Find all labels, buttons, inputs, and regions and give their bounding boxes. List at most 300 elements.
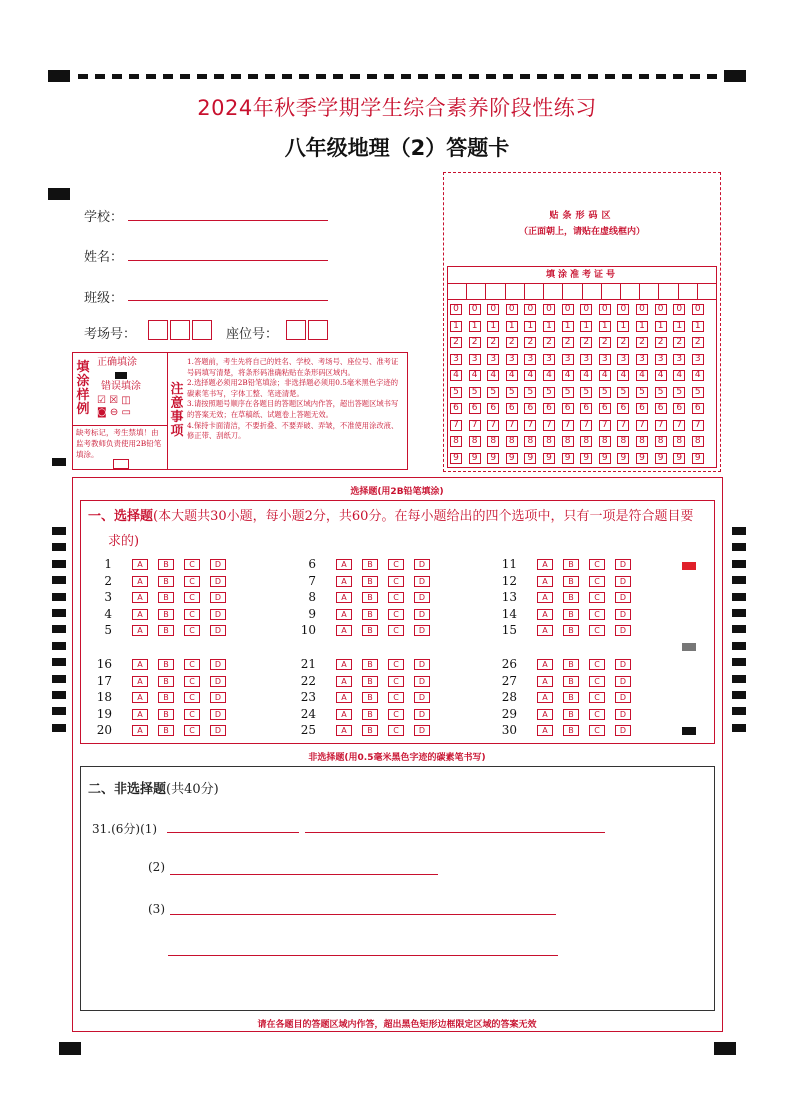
- option-d-bubble[interactable]: D: [210, 625, 226, 636]
- absent-mark-box[interactable]: [113, 459, 129, 469]
- option-d-bubble[interactable]: D: [615, 609, 631, 620]
- id-digit-bubble[interactable]: 0: [599, 304, 611, 315]
- option-b-bubble[interactable]: B: [563, 625, 579, 636]
- id-digit-bubble[interactable]: 4: [580, 370, 592, 381]
- id-digit-bubble[interactable]: 2: [617, 337, 629, 348]
- id-digit-bubble[interactable]: 9: [562, 453, 574, 464]
- id-digit-bubble[interactable]: 4: [562, 370, 574, 381]
- name-input[interactable]: [128, 260, 328, 261]
- id-digit-bubble[interactable]: 9: [524, 453, 536, 464]
- option-a-bubble[interactable]: A: [537, 559, 553, 570]
- option-b-bubble[interactable]: B: [563, 609, 579, 620]
- id-digit-bubble[interactable]: 8: [580, 436, 592, 447]
- id-write-cell[interactable]: [525, 283, 544, 299]
- id-digit-bubble[interactable]: 1: [524, 321, 536, 332]
- id-digit-bubble[interactable]: 3: [487, 354, 499, 365]
- option-c-bubble[interactable]: C: [589, 609, 605, 620]
- option-c-bubble[interactable]: C: [589, 676, 605, 687]
- option-a-bubble[interactable]: A: [336, 625, 352, 636]
- id-digit-bubble[interactable]: 6: [580, 403, 592, 414]
- id-digit-bubble[interactable]: 1: [580, 321, 592, 332]
- id-digit-bubble[interactable]: 9: [636, 453, 648, 464]
- id-digit-bubble[interactable]: 2: [562, 337, 574, 348]
- id-digit-bubble[interactable]: 5: [487, 387, 499, 398]
- option-c-bubble[interactable]: C: [388, 692, 404, 703]
- id-digit-bubble[interactable]: 5: [673, 387, 685, 398]
- id-digit-bubble[interactable]: 2: [543, 337, 555, 348]
- option-a-bubble[interactable]: A: [336, 709, 352, 720]
- option-b-bubble[interactable]: B: [362, 576, 378, 587]
- id-digit-bubble[interactable]: 9: [469, 453, 481, 464]
- id-write-cell[interactable]: [659, 283, 678, 299]
- id-digit-bubble[interactable]: 2: [469, 337, 481, 348]
- id-digit-bubble[interactable]: 2: [655, 337, 667, 348]
- id-digit-bubble[interactable]: 4: [450, 370, 462, 381]
- id-digit-bubble[interactable]: 3: [673, 354, 685, 365]
- id-digit-bubble[interactable]: 0: [450, 304, 462, 315]
- id-digit-bubble[interactable]: 3: [617, 354, 629, 365]
- id-digit-bubble[interactable]: 6: [655, 403, 667, 414]
- option-c-bubble[interactable]: C: [388, 576, 404, 587]
- id-digit-bubble[interactable]: 9: [450, 453, 462, 464]
- option-a-bubble[interactable]: A: [132, 659, 148, 670]
- option-c-bubble[interactable]: C: [184, 592, 200, 603]
- option-a-bubble[interactable]: A: [132, 592, 148, 603]
- id-write-cell[interactable]: [679, 283, 698, 299]
- id-digit-bubble[interactable]: 4: [469, 370, 481, 381]
- id-write-cell[interactable]: [448, 283, 467, 299]
- option-b-bubble[interactable]: B: [362, 709, 378, 720]
- option-a-bubble[interactable]: A: [132, 725, 148, 736]
- option-a-bubble[interactable]: A: [132, 609, 148, 620]
- side-mark-right: [732, 675, 746, 683]
- option-d-bubble[interactable]: D: [210, 592, 226, 603]
- option-d-bubble[interactable]: D: [615, 659, 631, 670]
- option-c-bubble[interactable]: C: [589, 659, 605, 670]
- answer-line[interactable]: [170, 914, 556, 915]
- option-d-bubble[interactable]: D: [414, 576, 430, 587]
- option-a-bubble[interactable]: A: [132, 676, 148, 687]
- side-mark-left: [52, 609, 66, 617]
- id-digit-bubble[interactable]: 4: [617, 370, 629, 381]
- id-digit-bubble[interactable]: 8: [655, 436, 667, 447]
- id-digit-bubble[interactable]: 3: [450, 354, 462, 365]
- option-d-bubble[interactable]: D: [414, 725, 430, 736]
- option-a-bubble[interactable]: A: [336, 725, 352, 736]
- option-d-bubble[interactable]: D: [615, 709, 631, 720]
- id-digit-bubble[interactable]: 9: [655, 453, 667, 464]
- id-digit-bubble[interactable]: 4: [599, 370, 611, 381]
- option-d-bubble[interactable]: D: [615, 625, 631, 636]
- option-d-bubble[interactable]: D: [615, 559, 631, 570]
- id-digit-bubble[interactable]: 5: [469, 387, 481, 398]
- id-digit-bubble[interactable]: 5: [655, 387, 667, 398]
- id-digit-bubble[interactable]: 2: [692, 337, 704, 348]
- id-digit-bubble[interactable]: 7: [636, 420, 648, 431]
- option-b-bubble[interactable]: B: [362, 625, 378, 636]
- option-d-bubble[interactable]: D: [414, 609, 430, 620]
- option-c-bubble[interactable]: C: [388, 609, 404, 620]
- id-digit-bubble[interactable]: 1: [617, 321, 629, 332]
- option-d-bubble[interactable]: D: [210, 559, 226, 570]
- option-b-bubble[interactable]: B: [158, 609, 174, 620]
- option-c-bubble[interactable]: C: [388, 625, 404, 636]
- id-digit-bubble[interactable]: 7: [524, 420, 536, 431]
- option-c-bubble[interactable]: C: [184, 625, 200, 636]
- side-mark-left: [52, 576, 66, 584]
- id-digit-bubble[interactable]: 0: [580, 304, 592, 315]
- id-digit-bubble[interactable]: 9: [580, 453, 592, 464]
- id-digit-bubble[interactable]: 0: [524, 304, 536, 315]
- id-digit-bubble[interactable]: 7: [469, 420, 481, 431]
- option-c-bubble[interactable]: C: [589, 625, 605, 636]
- id-digit-bubble[interactable]: 3: [469, 354, 481, 365]
- option-b-bubble[interactable]: B: [158, 576, 174, 587]
- id-digit-bubble[interactable]: 6: [673, 403, 685, 414]
- option-a-bubble[interactable]: A: [537, 592, 553, 603]
- id-digit-bubble[interactable]: 5: [692, 387, 704, 398]
- option-b-bubble[interactable]: B: [362, 559, 378, 570]
- id-digit-bubble[interactable]: 2: [450, 337, 462, 348]
- id-digit-bubble[interactable]: 1: [655, 321, 667, 332]
- option-c-bubble[interactable]: C: [589, 576, 605, 587]
- option-b-bubble[interactable]: B: [158, 692, 174, 703]
- wrong-fill-marks: ☑ ☒ ◫ ◙ ⊖ ▭: [97, 395, 131, 418]
- id-digit-bubble[interactable]: 9: [506, 453, 518, 464]
- id-digit-bubble[interactable]: 7: [562, 420, 574, 431]
- id-digit-bubble[interactable]: 7: [543, 420, 555, 431]
- id-digit-bubble[interactable]: 0: [543, 304, 555, 315]
- option-a-bubble[interactable]: A: [537, 576, 553, 587]
- id-digit-bubble[interactable]: 1: [562, 321, 574, 332]
- option-c-bubble[interactable]: C: [388, 559, 404, 570]
- id-digit-bubble[interactable]: 8: [617, 436, 629, 447]
- option-a-bubble[interactable]: A: [537, 692, 553, 703]
- id-write-cells[interactable]: [448, 283, 716, 300]
- option-d-bubble[interactable]: D: [414, 676, 430, 687]
- id-digit-bubble[interactable]: 2: [599, 337, 611, 348]
- notice-item: 3.请按照题号顺序在各题目的答题区域内作答，超出答题区域书写的答案无效；在草稿纸、试题卷上答题无效。: [187, 399, 399, 419]
- id-digit-bubble[interactable]: 0: [692, 304, 704, 315]
- id-write-cell[interactable]: [544, 283, 563, 299]
- id-write-cell[interactable]: [506, 283, 525, 299]
- id-digit-bubble[interactable]: 7: [599, 420, 611, 431]
- id-digit-bubble[interactable]: 6: [617, 403, 629, 414]
- option-c-bubble[interactable]: C: [184, 609, 200, 620]
- id-digit-bubble[interactable]: 3: [524, 354, 536, 365]
- id-digit-bubble[interactable]: 0: [617, 304, 629, 315]
- option-b-bubble[interactable]: B: [563, 659, 579, 670]
- option-b-bubble[interactable]: B: [563, 709, 579, 720]
- id-digit-bubble[interactable]: 7: [692, 420, 704, 431]
- option-d-bubble[interactable]: D: [615, 592, 631, 603]
- option-c-bubble[interactable]: C: [388, 592, 404, 603]
- id-digit-bubble[interactable]: 1: [506, 321, 518, 332]
- id-digit-bubble[interactable]: 4: [655, 370, 667, 381]
- option-a-bubble[interactable]: A: [537, 609, 553, 620]
- id-digit-bubble[interactable]: 8: [506, 436, 518, 447]
- id-digit-bubble[interactable]: 0: [506, 304, 518, 315]
- id-digit-bubble[interactable]: 9: [599, 453, 611, 464]
- option-d-bubble[interactable]: D: [414, 592, 430, 603]
- school-input[interactable]: [128, 220, 328, 221]
- option-d-bubble[interactable]: D: [414, 559, 430, 570]
- option-b-bubble[interactable]: B: [158, 725, 174, 736]
- option-b-bubble[interactable]: B: [158, 625, 174, 636]
- id-digit-bubble[interactable]: 6: [450, 403, 462, 414]
- id-digit-bubble[interactable]: 6: [692, 403, 704, 414]
- option-c-bubble[interactable]: C: [388, 659, 404, 670]
- id-digit-bubble[interactable]: 5: [562, 387, 574, 398]
- id-digit-bubble[interactable]: 7: [580, 420, 592, 431]
- option-b-bubble[interactable]: B: [158, 592, 174, 603]
- id-digit-bubble[interactable]: 8: [524, 436, 536, 447]
- id-digit-bubble[interactable]: 2: [487, 337, 499, 348]
- id-digit-bubble[interactable]: 0: [487, 304, 499, 315]
- id-digit-bubble[interactable]: 2: [506, 337, 518, 348]
- option-c-bubble[interactable]: C: [589, 592, 605, 603]
- option-a-bubble[interactable]: A: [132, 625, 148, 636]
- id-digit-bubble[interactable]: 8: [487, 436, 499, 447]
- option-b-bubble[interactable]: B: [563, 676, 579, 687]
- id-digit-bubble[interactable]: 4: [636, 370, 648, 381]
- option-c-bubble[interactable]: C: [388, 709, 404, 720]
- id-digit-bubble[interactable]: 1: [487, 321, 499, 332]
- id-digit-bubble[interactable]: 3: [506, 354, 518, 365]
- option-d-bubble[interactable]: D: [210, 725, 226, 736]
- answer-line[interactable]: [305, 832, 605, 833]
- id-digit-bubble[interactable]: 3: [599, 354, 611, 365]
- id-digit-bubble[interactable]: 4: [673, 370, 685, 381]
- option-b-bubble[interactable]: B: [362, 676, 378, 687]
- id-digit-bubble[interactable]: 2: [636, 337, 648, 348]
- seat-box[interactable]: [286, 320, 306, 340]
- option-d-bubble[interactable]: D: [210, 692, 226, 703]
- id-digit-bubble[interactable]: 4: [524, 370, 536, 381]
- id-digit-bubble[interactable]: 3: [655, 354, 667, 365]
- option-d-bubble[interactable]: D: [210, 576, 226, 587]
- option-c-bubble[interactable]: C: [589, 709, 605, 720]
- id-digit-bubble[interactable]: 3: [562, 354, 574, 365]
- option-d-bubble[interactable]: D: [615, 676, 631, 687]
- id-digit-bubble[interactable]: 6: [543, 403, 555, 414]
- id-digit-bubble[interactable]: 5: [599, 387, 611, 398]
- id-write-cell[interactable]: [640, 283, 659, 299]
- id-digit-bubble[interactable]: 9: [692, 453, 704, 464]
- class-input[interactable]: [128, 300, 328, 301]
- id-write-cell[interactable]: [698, 283, 716, 299]
- exam-room-box[interactable]: [170, 320, 190, 340]
- option-d-bubble[interactable]: D: [615, 576, 631, 587]
- id-digit-bubble[interactable]: 3: [543, 354, 555, 365]
- id-digit-bubble[interactable]: 9: [673, 453, 685, 464]
- side-mark-left: [52, 543, 66, 551]
- id-digit-bubble[interactable]: 6: [506, 403, 518, 414]
- id-digit-bubble[interactable]: 0: [655, 304, 667, 315]
- id-write-cell[interactable]: [563, 283, 582, 299]
- id-digit-bubble[interactable]: 3: [692, 354, 704, 365]
- option-c-bubble[interactable]: C: [589, 559, 605, 570]
- option-b-bubble[interactable]: B: [563, 592, 579, 603]
- id-digit-bubble[interactable]: 5: [636, 387, 648, 398]
- id-digit-bubble[interactable]: 5: [580, 387, 592, 398]
- id-write-cell[interactable]: [467, 283, 486, 299]
- question-number: 22: [300, 673, 316, 688]
- option-c-bubble[interactable]: C: [388, 676, 404, 687]
- id-digit-bubble[interactable]: 8: [636, 436, 648, 447]
- option-b-bubble[interactable]: B: [362, 609, 378, 620]
- id-digit-bubble[interactable]: 0: [673, 304, 685, 315]
- option-c-bubble[interactable]: C: [184, 576, 200, 587]
- option-a-bubble[interactable]: A: [537, 659, 553, 670]
- id-digit-bubble[interactable]: 8: [692, 436, 704, 447]
- answer-line[interactable]: [167, 832, 299, 833]
- option-a-bubble[interactable]: A: [537, 725, 553, 736]
- id-digit-bubble[interactable]: 6: [524, 403, 536, 414]
- id-digit-bubble[interactable]: 5: [617, 387, 629, 398]
- option-b-bubble[interactable]: B: [362, 592, 378, 603]
- option-b-bubble[interactable]: B: [158, 676, 174, 687]
- id-digit-bubble[interactable]: 2: [580, 337, 592, 348]
- exam-room-box[interactable]: [192, 320, 212, 340]
- option-a-bubble[interactable]: A: [336, 592, 352, 603]
- exam-room-box[interactable]: [148, 320, 168, 340]
- id-write-cell[interactable]: [583, 283, 602, 299]
- option-a-bubble[interactable]: A: [336, 576, 352, 587]
- id-write-cell[interactable]: [486, 283, 505, 299]
- option-a-bubble[interactable]: A: [336, 692, 352, 703]
- id-digit-bubble[interactable]: 6: [562, 403, 574, 414]
- question-number: 4: [104, 606, 112, 621]
- id-digit-bubble[interactable]: 6: [469, 403, 481, 414]
- id-digit-bubble[interactable]: 8: [543, 436, 555, 447]
- id-digit-bubble[interactable]: 7: [617, 420, 629, 431]
- question-number: 23: [300, 690, 316, 704]
- id-digit-bubble[interactable]: 5: [543, 387, 555, 398]
- id-digit-bubble[interactable]: 4: [692, 370, 704, 381]
- option-a-bubble[interactable]: A: [336, 559, 352, 570]
- option-a-bubble[interactable]: A: [132, 692, 148, 703]
- option-d-bubble[interactable]: D: [615, 725, 631, 736]
- option-b-bubble[interactable]: B: [563, 725, 579, 736]
- id-digit-bubble[interactable]: 0: [562, 304, 574, 315]
- option-d-bubble[interactable]: D: [414, 659, 430, 670]
- option-b-bubble[interactable]: B: [158, 709, 174, 720]
- option-c-bubble[interactable]: C: [184, 559, 200, 570]
- id-digit-bubble[interactable]: 1: [543, 321, 555, 332]
- option-c-bubble[interactable]: C: [184, 725, 200, 736]
- option-d-bubble[interactable]: D: [210, 609, 226, 620]
- id-digit-bubble[interactable]: 1: [599, 321, 611, 332]
- id-digit-bubble[interactable]: 5: [506, 387, 518, 398]
- id-digit-bubble[interactable]: 2: [524, 337, 536, 348]
- id-digit-bubble[interactable]: 1: [469, 321, 481, 332]
- id-digit-bubble[interactable]: 3: [580, 354, 592, 365]
- id-digit-bubble[interactable]: 6: [636, 403, 648, 414]
- option-c-bubble[interactable]: C: [184, 692, 200, 703]
- id-digit-bubble[interactable]: 0: [469, 304, 481, 315]
- option-d-bubble[interactable]: D: [210, 659, 226, 670]
- answer-line[interactable]: [168, 955, 558, 956]
- id-digit-bubble[interactable]: 5: [524, 387, 536, 398]
- option-a-bubble[interactable]: A: [132, 709, 148, 720]
- id-digit-bubble[interactable]: 8: [599, 436, 611, 447]
- option-b-bubble[interactable]: B: [158, 659, 174, 670]
- side-mark-left: [52, 675, 66, 683]
- id-digit-bubble[interactable]: 7: [450, 420, 462, 431]
- id-digit-bubble[interactable]: 7: [655, 420, 667, 431]
- option-a-bubble[interactable]: A: [537, 625, 553, 636]
- option-d-bubble[interactable]: D: [414, 709, 430, 720]
- id-digit-bubble[interactable]: 5: [450, 387, 462, 398]
- option-a-bubble[interactable]: A: [537, 676, 553, 687]
- id-digit-bubble[interactable]: 3: [636, 354, 648, 365]
- option-c-bubble[interactable]: C: [589, 725, 605, 736]
- id-digit-bubble[interactable]: 2: [673, 337, 685, 348]
- id-digit-bubble[interactable]: 8: [673, 436, 685, 447]
- id-digit-bubble[interactable]: 0: [636, 304, 648, 315]
- id-digit-bubble[interactable]: 1: [673, 321, 685, 332]
- option-c-bubble[interactable]: C: [388, 725, 404, 736]
- id-write-cell[interactable]: [602, 283, 621, 299]
- id-digit-bubble[interactable]: 4: [487, 370, 499, 381]
- id-digit-bubble[interactable]: 1: [636, 321, 648, 332]
- id-digit-bubble[interactable]: 8: [469, 436, 481, 447]
- option-b-bubble[interactable]: B: [563, 559, 579, 570]
- option-c-bubble[interactable]: C: [184, 659, 200, 670]
- seat-box[interactable]: [308, 320, 328, 340]
- option-d-bubble[interactable]: D: [210, 709, 226, 720]
- id-digit-bubble[interactable]: 4: [506, 370, 518, 381]
- option-a-bubble[interactable]: A: [132, 576, 148, 587]
- id-digit-bubble[interactable]: 1: [692, 321, 704, 332]
- id-digit-bubble[interactable]: 9: [543, 453, 555, 464]
- option-d-bubble[interactable]: D: [414, 625, 430, 636]
- id-digit-bubble[interactable]: 9: [617, 453, 629, 464]
- option-c-bubble[interactable]: C: [184, 676, 200, 687]
- option-b-bubble[interactable]: B: [362, 659, 378, 670]
- option-c-bubble[interactable]: C: [184, 709, 200, 720]
- id-digit-bubble[interactable]: 7: [673, 420, 685, 431]
- option-d-bubble[interactable]: D: [414, 692, 430, 703]
- id-digit-bubble[interactable]: 8: [450, 436, 462, 447]
- option-b-bubble[interactable]: B: [362, 692, 378, 703]
- id-digit-bubble[interactable]: 7: [487, 420, 499, 431]
- id-digit-bubble[interactable]: 6: [487, 403, 499, 414]
- answer-line[interactable]: [170, 874, 438, 875]
- option-b-bubble[interactable]: B: [158, 559, 174, 570]
- id-digit-bubble[interactable]: 1: [450, 321, 462, 332]
- id-digit-bubble[interactable]: 4: [543, 370, 555, 381]
- option-a-bubble[interactable]: A: [132, 559, 148, 570]
- option-d-bubble[interactable]: D: [615, 692, 631, 703]
- id-digit-bubble[interactable]: 6: [599, 403, 611, 414]
- option-a-bubble[interactable]: A: [336, 609, 352, 620]
- id-digit-bubble[interactable]: 9: [487, 453, 499, 464]
- option-c-bubble[interactable]: C: [589, 692, 605, 703]
- option-b-bubble[interactable]: B: [362, 725, 378, 736]
- option-a-bubble[interactable]: A: [336, 676, 352, 687]
- id-digit-bubble[interactable]: 8: [562, 436, 574, 447]
- option-a-bubble[interactable]: A: [336, 659, 352, 670]
- option-a-bubble[interactable]: A: [537, 709, 553, 720]
- id-digit-bubble[interactable]: 7: [506, 420, 518, 431]
- id-write-cell[interactable]: [621, 283, 640, 299]
- option-d-bubble[interactable]: D: [210, 676, 226, 687]
- question-number: 27: [501, 673, 517, 688]
- option-b-bubble[interactable]: B: [563, 692, 579, 703]
- option-b-bubble[interactable]: B: [563, 576, 579, 587]
